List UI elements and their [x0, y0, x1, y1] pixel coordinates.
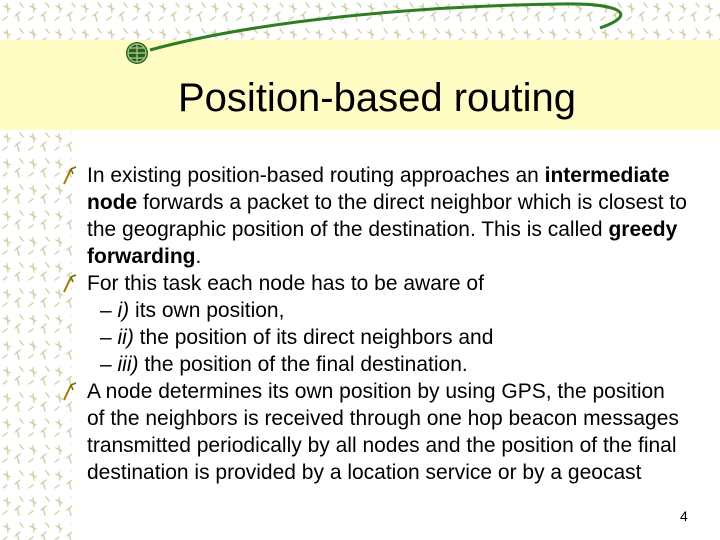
- sub-dash: –: [100, 326, 118, 349]
- bullet-text: In existing position-based routing approaches an: [87, 164, 545, 187]
- bold-term: greedy forwarding: [87, 218, 678, 268]
- bullet-text: A node determines its own position by using GPS, the position of the neighbors is received through one hop beacon messages transmitted periodically by all nodes and the position of the final destination is provided by a location service or by a geocast: [87, 380, 679, 484]
- leaf-pattern-top: [72, 0, 720, 40]
- leaf-bullet-icon: [60, 274, 78, 294]
- sub-label: iii): [117, 353, 139, 376]
- sub-item: [100, 351, 687, 378]
- sub-dash: –: [100, 299, 118, 322]
- sub-text: the position of its direct neighbors and: [133, 326, 494, 349]
- slide-title: Position-based routing: [178, 76, 577, 120]
- sub-text: its own position,: [129, 299, 285, 322]
- sub-label: ii): [117, 326, 134, 349]
- leaf-bullet-icon: [60, 382, 78, 402]
- sub-item: [100, 297, 687, 324]
- bullet-text: For this task each node has to be aware of: [87, 272, 484, 295]
- page-number: 4: [680, 508, 688, 524]
- bullet-position-sources: [87, 378, 687, 486]
- sub-dash: –: [100, 353, 118, 376]
- slide-body: [87, 162, 687, 486]
- sub-text: the position of the final destination.: [138, 353, 468, 376]
- leaf-bullet-icon: [60, 166, 78, 186]
- bullet-greedy-forwarding: [87, 162, 687, 270]
- bullet-text: forwards a packet to the direct neighbor which is closest to the geographic position of the destination. This is called: [87, 191, 687, 241]
- sub-item: [100, 324, 687, 351]
- globe-icon: [126, 42, 148, 64]
- bullet-awareness: [87, 270, 687, 378]
- sub-label: i): [117, 299, 130, 322]
- bullet-text: .: [195, 245, 202, 268]
- bold-term: intermediate node: [87, 164, 670, 214]
